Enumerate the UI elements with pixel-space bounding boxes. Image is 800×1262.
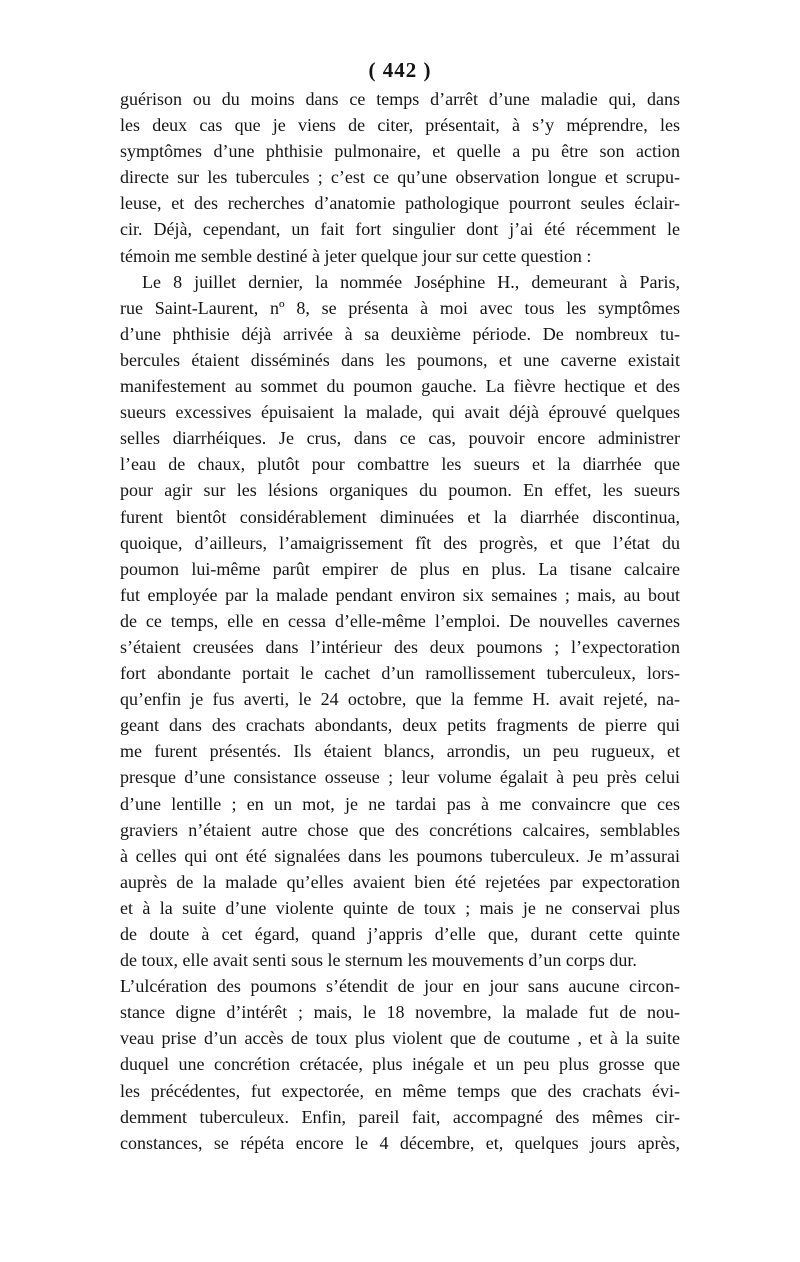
- page-number: ( 442 ): [368, 58, 432, 82]
- text-line: quoique, d’ailleurs, l’amaigrissement fît des progrès, et que l’état du: [120, 532, 680, 553]
- text-line: s’étaient creusées dans l’intérieur des deux poumons ; l’expectoration: [120, 636, 680, 657]
- body-text: [120, 86, 680, 1156]
- text-line: rue Saint-Laurent, nº 8, se présenta à moi avec tous les symptômes: [120, 297, 680, 318]
- text-line: auprès de la malade qu’elles avaient bien été rejetées par expectoration: [120, 871, 680, 892]
- text-line: directe sur les tubercules ; c’est ce qu’une observation longue et scrupu-: [120, 167, 680, 188]
- text-line: duquel une concrétion crétacée, plus inégale et un peu plus grosse que: [120, 1054, 680, 1075]
- text-line: furent bientôt considérablement diminuées et la diarrhée discontinua,: [120, 506, 680, 527]
- text-line: stance digne d’intérêt ; mais, le 18 novembre, la malade fut de nou-: [120, 1002, 680, 1023]
- text-line: L’ulcération des poumons s’étendit de jour en jour sans aucune circon-: [120, 976, 680, 997]
- text-line: cir. Déjà, cependant, un fait fort singulier dont j’ai été récemment le: [120, 219, 680, 240]
- text-line: pour agir sur les lésions organiques du poumon. En effet, les sueurs: [120, 480, 680, 501]
- text-line: me furent présentés. Ils étaient blancs, arrondis, un peu rugueux, et: [120, 741, 680, 762]
- text-line: selles diarrhéiques. Je crus, dans ce cas, pouvoir encore administrer: [120, 428, 680, 449]
- text-line: graviers n’étaient autre chose que des concrétions calcaires, semblables: [120, 819, 680, 840]
- text-line: les deux cas que je viens de citer, présentait, à s’y méprendre, les: [120, 115, 680, 136]
- text-line: constances, se répéta encore le 4 décembre, et, quelques jours après,: [120, 1132, 680, 1153]
- text-line: presque d’une consistance osseuse ; leur volume égalait à peu près celui: [120, 767, 680, 788]
- text-line: demment tuberculeux. Enfin, pareil fait, accompagné des mêmes cir-: [120, 1106, 680, 1127]
- text-line: d’une lentille ; en un mot, je ne tardai pas à me convaincre que ces: [120, 793, 680, 814]
- text-line: geant dans des crachats abondants, deux petits fragments de pierre qui: [120, 715, 680, 736]
- text-line: l’eau de chaux, plutôt pour combattre les sueurs et la diarrhée que: [120, 454, 680, 475]
- text-line: à celles qui ont été signalées dans les poumons tuberculeux. Je m’assurai: [120, 845, 680, 866]
- text-line: de ce temps, elle en cessa d’elle-même l’emploi. De nouvelles cavernes: [120, 610, 680, 631]
- text-line: leuse, et des recherches d’anatomie pathologique pourront seules éclair-: [120, 193, 680, 214]
- text-line: et à la suite d’une violente quinte de toux ; mais je ne conservai plus: [120, 897, 680, 918]
- text-line: de doute à cet égard, quand j’appris d’elle que, durant cette quinte: [120, 924, 680, 944]
- text-line: sueurs excessives épuisaient la malade, qui avait déjà éprouvé quelques: [120, 402, 680, 423]
- text-line: guérison ou du moins dans ce temps d’arrêt d’une maladie qui, dans: [120, 89, 680, 109]
- text-line: fut employée par la malade pendant environ six semaines ; mais, au bout: [120, 584, 680, 605]
- text-line: fort abondante portait le cachet d’un ramollissement tuberculeux, lors-: [120, 663, 680, 684]
- text-line: bercules étaient disséminés dans les poumons, et une caverne existait: [120, 349, 680, 370]
- text-line: les précédentes, fut expectorée, en même temps que des crachats évi-: [120, 1080, 680, 1101]
- text-line: poumon lui-même parût empirer de plus en plus. La tisane calcaire: [120, 558, 680, 579]
- text-line: témoin me semble destiné à jeter quelque jour sur cette question :: [120, 245, 592, 266]
- text-line: veau prise d’un accès de toux plus violent que de coutume , et à la suite: [120, 1028, 680, 1049]
- text-line: symptômes d’une phthisie pulmonaire, et quelle a pu être son action: [120, 141, 680, 162]
- text-line: qu’enfin je fus averti, le 24 octobre, que la femme H. avait rejeté, na-: [120, 689, 680, 710]
- text-line: de toux, elle avait senti sous le sternum les mouvements d’un corps dur.: [120, 950, 637, 971]
- text-line: d’une phthisie déjà arrivée à sa deuxième période. De nombreux tu-: [120, 323, 680, 344]
- text-line: Le 8 juillet dernier, la nommée Joséphine H., demeurant à Paris,: [142, 271, 680, 292]
- text-line: manifestement au sommet du poumon gauche. La fièvre hectique et des: [120, 376, 680, 397]
